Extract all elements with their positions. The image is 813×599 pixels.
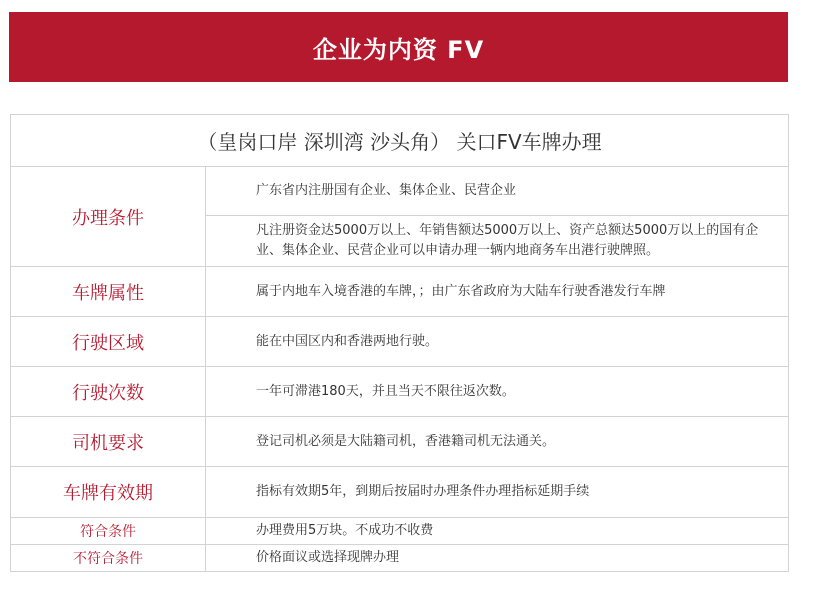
row-label: 办理条件 — [11, 167, 206, 267]
table-row — [11, 267, 789, 317]
row-value: 指标有效期5年，到期后按届时办理条件办理指标延期手续 — [206, 467, 789, 518]
table-row — [11, 545, 789, 572]
row-value: 一年可滞港180天，并且当天不限往返次数。 — [206, 367, 789, 417]
table-row — [11, 317, 789, 367]
condition-item: 凡注册资金达5000万以上、年销售额达5000万以上、资产总额达5000万以上的国有企业、集体企业、民营企业可以申请办理一辆内地商务车出港行驶牌照。 — [256, 223, 759, 258]
row-value: 登记司机必须是大陆籍司机，香港籍司机无法通关。 — [206, 417, 789, 467]
page-title: 企业为内资 FV — [312, 35, 485, 64]
row-label: 司机要求 — [11, 417, 206, 467]
row-label: 车牌有效期 — [11, 467, 206, 518]
row-label: 行驶次数 — [11, 367, 206, 417]
table-row — [11, 167, 789, 267]
page-banner — [9, 12, 788, 82]
row-value: 属于内地车入境香港的车牌，；由广东省政府为大陆车行驶香港发行车牌 — [206, 267, 789, 317]
row-value: 能在中国区内和香港两地行驶。 — [206, 317, 789, 367]
table-heading: （皇岗口岸 深圳湾 沙头角） 关口FV车牌办理 — [11, 115, 789, 167]
condition-item: 广东省内注册国有企业、集体企业、民营企业 — [206, 167, 788, 216]
row-value: 办理费用5万块。不成功不收费 — [206, 518, 789, 545]
table-row — [11, 417, 789, 467]
table-row — [11, 518, 789, 545]
info-table — [10, 114, 789, 572]
table-heading-row — [11, 115, 789, 167]
row-label: 符合条件 — [11, 518, 206, 545]
table-row — [11, 467, 789, 518]
row-label: 不符合条件 — [11, 545, 206, 572]
table-row — [11, 367, 789, 417]
row-value — [206, 167, 789, 267]
row-label: 车牌属性 — [11, 267, 206, 317]
row-value: 价格面议或选择现牌办理 — [206, 545, 789, 572]
row-label: 行驶区域 — [11, 317, 206, 367]
